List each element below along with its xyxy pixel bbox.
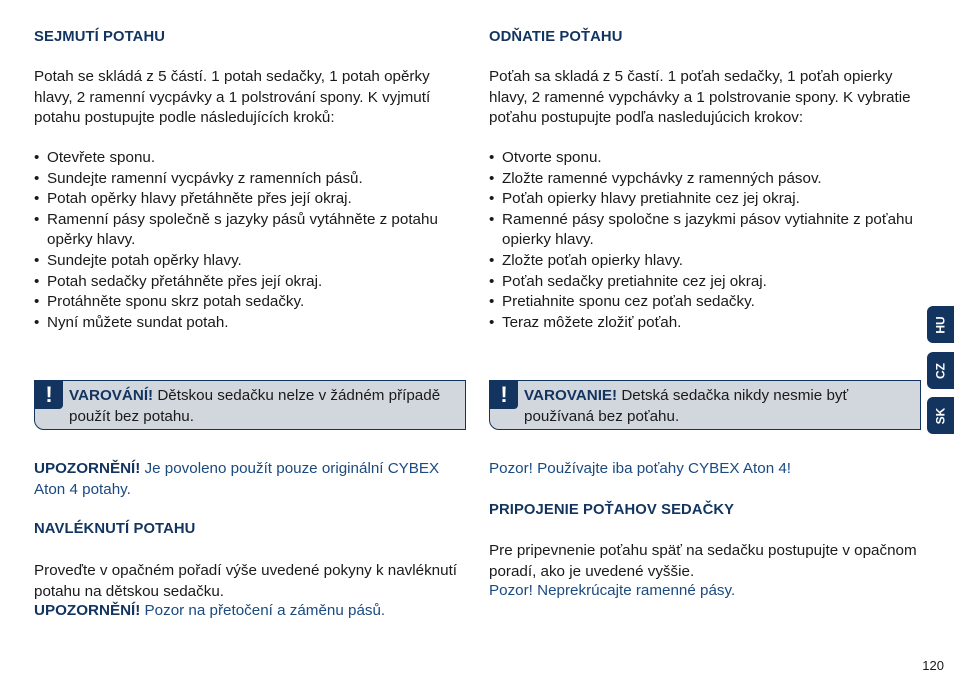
list-item: • Teraz môžete zložiť poťah. <box>489 313 921 334</box>
warning-icon: ! <box>490 381 518 409</box>
fitting-paragraph: Proveďte v opačném pořadí výše uvedené pokyny k navléknutí potahu na dětskou sedačku. <box>34 562 458 600</box>
warning-icon: ! <box>35 381 63 409</box>
steps-list <box>489 148 921 333</box>
list-item: • Pretiahnite sponu cez poťah sedačky. <box>489 292 921 313</box>
list-item: • Sundejte ramenní vycpávky z ramenních pásů. <box>34 169 466 190</box>
tab-label: SK <box>933 407 948 424</box>
list-item: • Sundejte potah opěrky hlavy. <box>34 251 466 272</box>
list-item: • Poťah opierky hlavy pretiahnite cez jej okraj. <box>489 189 921 210</box>
section-heading-removal: SEJMUTÍ POTAHU <box>34 29 166 45</box>
language-tab-hu[interactable] <box>927 306 954 343</box>
note-label: UPOZORNĚNÍ! <box>34 460 141 477</box>
section-heading-removal: ODŇATIE POŤAHU <box>489 29 623 45</box>
language-tab-sk[interactable] <box>927 397 954 434</box>
list-item: • Protáhněte sponu skrz potah sedačky. <box>34 292 466 313</box>
note-body: Pozor na přetočení a záměnu pásů. <box>140 602 386 619</box>
page-number: 120 <box>922 658 944 673</box>
warning-box <box>489 380 921 430</box>
language-tab-cz[interactable] <box>927 352 954 389</box>
list-item: • Otevřete sponu. <box>34 148 466 169</box>
fitting-paragraph: Pre pripevnenie poťahu späť na sedačku postupujte v opačnom poradí, ako je uvedené vyššie. <box>489 542 917 580</box>
warning-body: Detská sedačka nikdy nesmie byť používaná bez poťahu. <box>524 387 849 425</box>
steps-list <box>34 148 466 333</box>
note-paragraph-2 <box>34 601 466 622</box>
note-label: UPOZORNĚNÍ! <box>34 602 141 619</box>
list-item: • Potah opěrky hlavy přetáhněte přes její okraj. <box>34 189 466 210</box>
list-item: • Ramenné pásy spoločne s jazykmi pásov vytiahnite z poťahu opierky hlavy. <box>489 210 921 251</box>
intro-paragraph: Potah se skládá z 5 částí. 1 potah sedačky, 1 potah opěrky hlavy, 2 ramenní vycpávky a 1 polstrování spony. K vyjmutí potahu postupujte podle následujících kroků: <box>34 68 431 127</box>
list-item: • Nyní můžete sundat potah. <box>34 313 466 334</box>
list-item: • Otvorte sponu. <box>489 148 921 169</box>
tab-label: HU <box>933 315 948 334</box>
warning-text <box>524 386 912 427</box>
section-heading-fitting: NAVLÉKNUTÍ POTAHU <box>34 521 196 537</box>
warning-body: Dětskou sedačku nelze v žádném případě použít bez potahu. <box>69 387 441 425</box>
warning-text <box>69 386 457 427</box>
list-item: • Zložte ramenné vypchávky z ramenných pásov. <box>489 169 921 190</box>
intro-paragraph: Poťah sa skladá z 5 častí. 1 poťah sedačky, 1 poťah opierky hlavy, 2 ramenné vypchávky a 1 polstrovanie spony. K vybratie poťahu postupujte podľa nasledujúcich krokov: <box>489 68 911 127</box>
list-item: • Potah sedačky přetáhněte přes její okraj. <box>34 272 466 293</box>
warning-label: VAROVANIE! <box>524 387 618 404</box>
list-item: • Zložte poťah opierky hlavy. <box>489 251 921 272</box>
note-paragraph <box>34 459 466 500</box>
warning-box <box>34 380 466 430</box>
warning-label: VAROVÁNÍ! <box>69 387 154 404</box>
note-body: Je povoleno použít pouze originální CYBEX Aton 4 potahy. <box>34 460 440 498</box>
list-item: • Ramenní pásy společně s jazyky pásů vytáhněte z potahu opěrky hlavy. <box>34 210 466 251</box>
note-paragraph-2: Pozor! Neprekrúcajte ramenné pásy. <box>489 582 736 599</box>
section-heading-fitting: PRIPOJENIE POŤAHOV SEDAČKY <box>489 502 735 518</box>
note-paragraph: Pozor! Používajte iba poťahy CYBEX Aton 4! <box>489 460 792 477</box>
list-item: • Poťah sedačky pretiahnite cez jej okraj. <box>489 272 921 293</box>
tab-label: CZ <box>933 362 948 379</box>
